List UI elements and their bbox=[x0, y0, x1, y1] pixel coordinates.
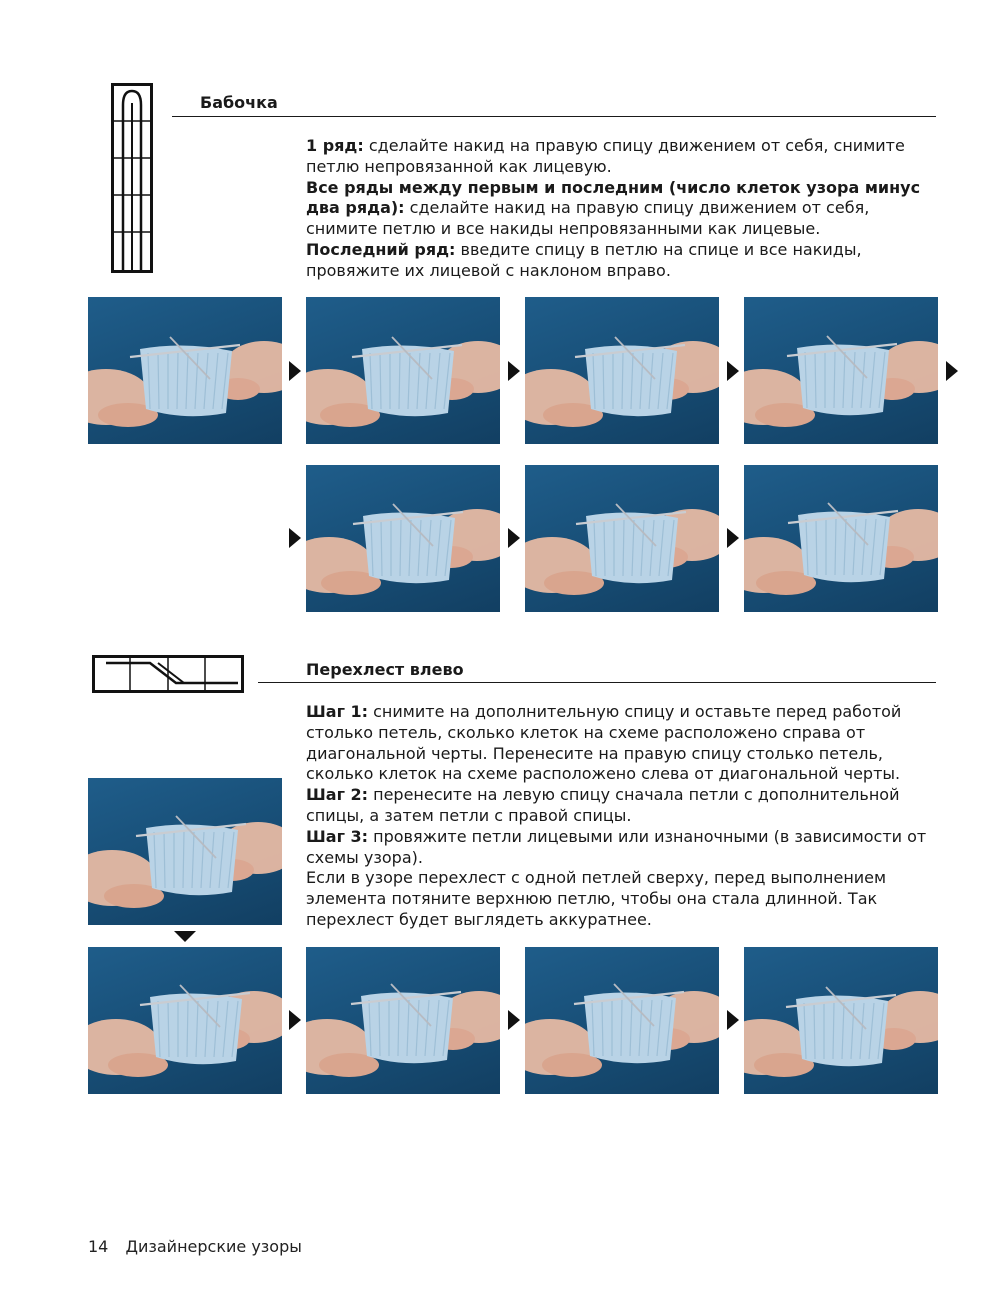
knitting-illustration bbox=[88, 778, 282, 925]
knitting-illustration bbox=[525, 465, 719, 612]
arrow-right-icon bbox=[508, 528, 520, 548]
step1-label: Шаг 1: bbox=[306, 702, 369, 721]
crossover-title-rule bbox=[258, 682, 936, 683]
arrow-right-icon bbox=[289, 361, 301, 381]
knitting-illustration bbox=[306, 297, 500, 444]
butterfly-last-row bbox=[306, 240, 938, 282]
knitting-illustration bbox=[744, 297, 938, 444]
step3-text: провяжите петли лицевыми или изнаночными (в зависимости от схемы узора). bbox=[306, 826, 927, 867]
crossover-chart-symbol bbox=[92, 655, 244, 693]
book-title: Дизайнерские узоры bbox=[125, 1237, 302, 1256]
butterfly-photo-3 bbox=[525, 297, 719, 444]
butterfly-middle-rows bbox=[306, 178, 938, 240]
knitting-illustration bbox=[744, 947, 938, 1094]
crossover-note: Если в узоре перехлест с одной петлей сверху, перед выполнением элемента потяните верхнюю петлю, чтобы она стала длинной. Так перехлест будет выглядеть аккуратнее. bbox=[306, 868, 887, 929]
butterfly-photo-6 bbox=[525, 465, 719, 612]
step2-text: перенесите на левую спицу сначала петли с дополнительной спицы, а затем петли с правой спицы. bbox=[306, 785, 900, 825]
middle-rows-label: Все ряды между первым и последним (число клеток узора минус два ряда): bbox=[306, 177, 921, 218]
crossover-photo-5-result bbox=[744, 947, 938, 1094]
butterfly-instructions bbox=[306, 136, 938, 282]
knitting-illustration bbox=[744, 465, 938, 612]
crossover-photo-4 bbox=[525, 947, 719, 1094]
arrow-down-icon bbox=[174, 931, 196, 942]
butterfly-title-rule bbox=[172, 116, 936, 117]
arrow-right-icon bbox=[946, 361, 958, 381]
row1-text: сделайте накид на правую спицу движением от себя, снимите петлю непровязанной как лицевую. bbox=[306, 136, 905, 176]
crossover-step1 bbox=[306, 702, 940, 785]
arrow-right-icon bbox=[289, 1010, 301, 1030]
row1-label: 1 ряд: bbox=[306, 136, 364, 155]
butterfly-photo-4 bbox=[744, 297, 938, 444]
step1-text: снимите на дополнительную спицу и оставьте перед работой столько петель, сколько клеток на схеме расположено справа от диагональной черты. Перенесите на правую спицу столько петель, сколько клеток на схеме расположено слева от диагональной черты. bbox=[306, 702, 902, 784]
crossover-step2 bbox=[306, 785, 940, 827]
knitting-illustration bbox=[306, 465, 500, 612]
butterfly-title: Бабочка bbox=[200, 93, 278, 112]
knitting-illustration bbox=[306, 947, 500, 1094]
arrow-right-icon bbox=[508, 1010, 520, 1030]
butterfly-photo-2 bbox=[306, 297, 500, 444]
crossover-photo-1 bbox=[88, 778, 282, 925]
arrow-right-icon bbox=[727, 1010, 739, 1030]
butterfly-chart-symbol bbox=[111, 83, 153, 273]
crossover-photo-2 bbox=[88, 947, 282, 1094]
last-row-label: Последний ряд: bbox=[306, 239, 456, 259]
butterfly-photo-5 bbox=[306, 465, 500, 612]
crossover-photo-3 bbox=[306, 947, 500, 1094]
page-footer bbox=[88, 1237, 302, 1256]
crossover-instructions bbox=[306, 702, 940, 931]
butterfly-photo-7-result bbox=[744, 465, 938, 612]
crossover-step3 bbox=[306, 827, 940, 869]
last-row-text: введите спицу в петлю на спице и все накиды, провяжите их лицевой с наклоном вправо. bbox=[306, 239, 862, 280]
knitting-illustration bbox=[525, 947, 719, 1094]
step2-label: Шаг 2: bbox=[306, 785, 369, 805]
arrow-right-icon bbox=[727, 361, 739, 381]
knitting-illustration bbox=[525, 297, 719, 444]
arrow-right-icon bbox=[289, 528, 301, 548]
arrow-right-icon bbox=[508, 361, 520, 381]
page-number: 14 bbox=[88, 1237, 109, 1256]
butterfly-row1 bbox=[306, 136, 938, 178]
knitting-illustration bbox=[88, 947, 282, 1094]
crossover-title: Перехлест влево bbox=[306, 660, 464, 679]
knitting-illustration bbox=[88, 297, 282, 444]
arrow-right-icon bbox=[727, 528, 739, 548]
butterfly-photo-1 bbox=[88, 297, 282, 444]
step3-label: Шаг 3: bbox=[306, 826, 369, 846]
middle-rows-text: сделайте накид на правую спицу движением от себя, снимите петлю и все накиды непровязанными как лицевые. bbox=[306, 198, 870, 239]
